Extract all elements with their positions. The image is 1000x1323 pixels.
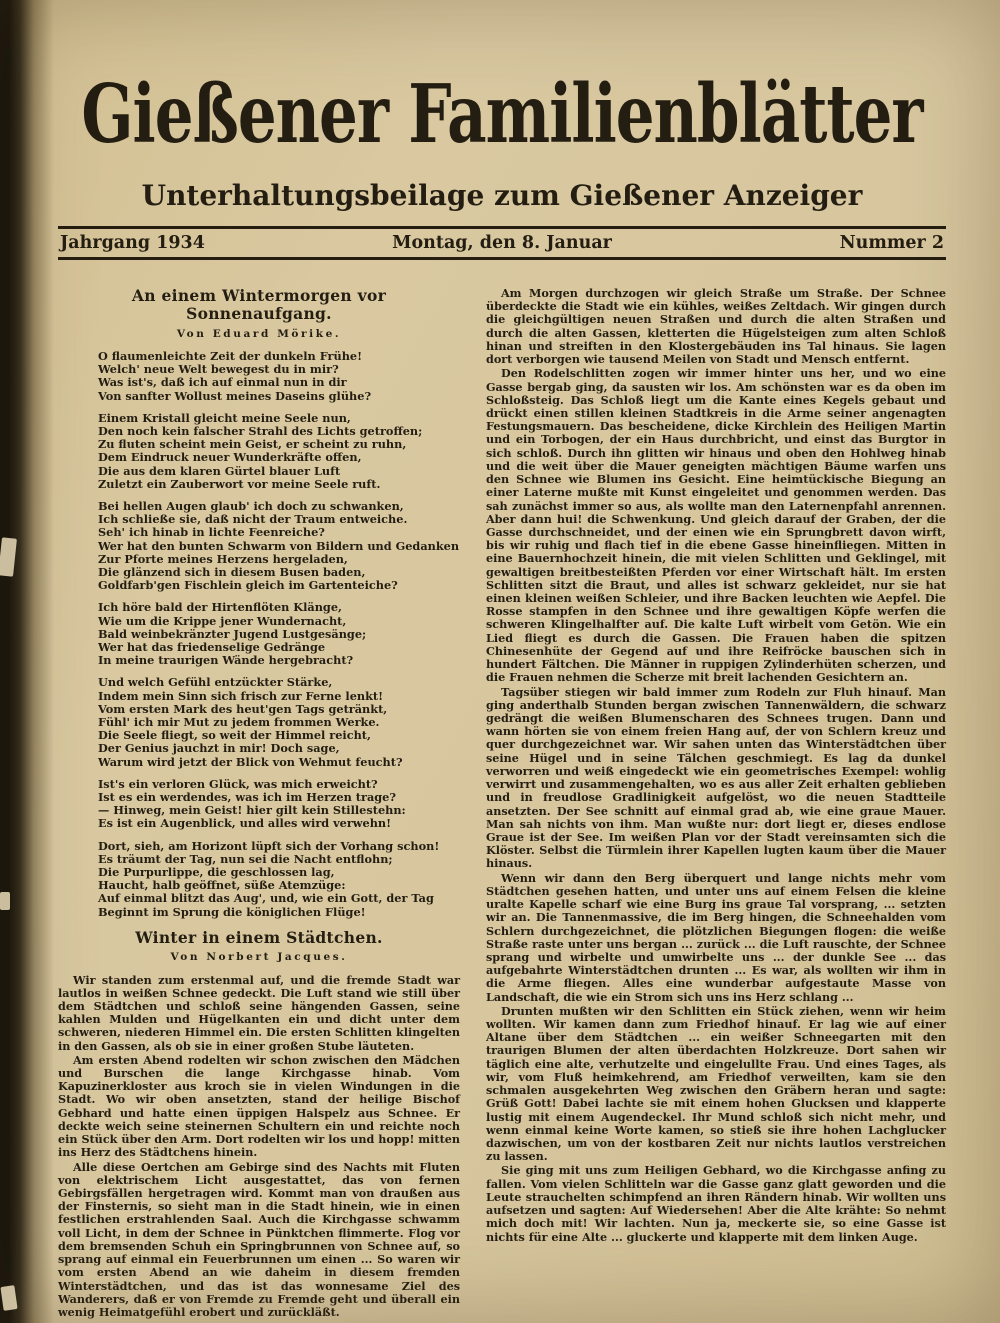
divider-rule-bottom: [58, 257, 946, 260]
poem-line: Bald weinbekränzter Jugend Lustgesänge;: [98, 626, 367, 641]
volume-label: Jahrgang 1934: [60, 233, 205, 253]
story-section: [58, 929, 460, 1319]
poem-line: Dort, sieh, am Horizont lüpft sich der Vorhang schon!: [98, 838, 440, 853]
book-binding-shadow: [0, 0, 54, 1323]
poem-stanza: [98, 778, 460, 831]
poem-line: Zuletzt ein Zauberwort vor meine Seele ruft.: [98, 476, 381, 491]
poem-stanza: [98, 676, 460, 768]
right-column: [486, 287, 946, 1320]
poem-line: Die Seele fliegt, so weit der Himmel reicht,: [98, 728, 371, 743]
story-body-right: [486, 287, 946, 1244]
poem-line: O flaumenleichte Zeit der dunkeln Frühe!: [98, 348, 363, 363]
poem-line: Die Purpurlippe, die geschlossen lag,: [98, 865, 335, 880]
date-label: Montag, den 8. Januar: [392, 233, 612, 253]
poem-line: Es träumt der Tag, nun sei die Nacht entflohn;: [98, 851, 393, 866]
poem-byline: Von Eduard Mörike.: [176, 327, 342, 340]
poem-line: Und welch Gefühl entzückter Stärke,: [98, 675, 333, 690]
poem-line: Welch' neue Welt bewegest du in mir?: [98, 362, 339, 377]
poem-line: Ich höre bald der Hirtenflöten Klänge,: [98, 600, 342, 615]
poem-line: In meine traurigen Wände hergebracht?: [98, 653, 354, 668]
newspaper-title: Gießener Familienblätter: [81, 67, 923, 162]
masthead: [58, 0, 946, 212]
paragraph: Sie ging mit uns zum Heiligen Gebhard, wo die Kirchgasse anfing zu fallen. Vom vielen Schlitteln war die Gasse ganz glatt geworden und die Leute strauchelten schimpfend an ihren Rändern hinab. Wir wollten uns aufsetzen und sagten: Auf Wiedersehen! Aber die Alte krähte: So nehmt mich doch mit! Wir lachten. Nun ja, meckerte sie, so eine Gasse ist nichts für eine Alte ... gluckerte und klapperte mit dem linken Auge.: [486, 1163, 946, 1244]
poem-line: Seh' ich hinab in lichte Feenreiche?: [98, 525, 325, 540]
poem-stanza: [98, 840, 460, 919]
poem-line: Wer hat das friedenselige Gedränge: [98, 640, 326, 654]
poem-line: Warum wird jetzt der Blick von Wehmut feucht?: [98, 754, 403, 769]
dateline: [58, 229, 946, 257]
poem-line: Ist es ein werdendes, was ich im Herzen trage?: [98, 790, 396, 805]
poem-line: Der Genius jauchzt in mir! Doch sage,: [98, 741, 340, 756]
poem-line: Wer hat den bunten Schwarm von Bildern und Gedanken: [98, 538, 460, 553]
paragraph: Den Rodelschlitten zogen wir immer hinter uns her, und wo eine Gasse bergab ging, da sausten wir los. Am schönsten war es da oben im Schloßsteig. Das Schloß liegt um die Kante eines Kegels gebaut und drückt einen stillen kleinen Stadtkreis in die Arme seiner angenagten Festungsmauern. Das bescheidene, dicke Kirchlein des Heiligen Martin und ein Torbogen, der ein Haus durchbricht, und einst das Burgtor in sich schloß. Durch ihn glitten wir hinaus und oben den Hohlweg hinab und die weit über die Mauer geneigten mächtigen Bäume warfen uns den Schnee wie Blumen ins Gesicht. Eine heimtückische Biegung an einer Laterne mußte mit Kunst eingeleitet und genommen werden. Das sah zunächst immer so aus, als wollte man den Laternenpfahl anrennen. Aber dann hui! die Schwenkung. Und gleich darauf der Graben, der die Gasse durchschneidet, und der einen wie ein Sprungbrett davon wirft, bis wir ruhig und flach tief in die ebene Gasse hineinfliegen. Mitten in eine Bauernhochzeit hinein, die mit vielen Schlitten und Geklingel, mit gewaltigen breitbesteißten Pferden vor einer Wirtschaft hält. Im ersten Schlitten sitzt die Braut, und alles ist schwarz gekleidet, nur sie hat einen kleinen weißen Schleier, und ihre Backen leuchten wie Aepfel. Die Rosse stampfen in den Schnee und ihre gewaltigen Köpfe werfen die schweren Klingelhalfter auf. Die kalte Luft wirbelt vom Getön. Wie ein Lied fliegt es durch die Gassen. Die Frauen haben die spitzen Chinesenhüte der Gegend auf und ihre Reifröcke bauschen sich in hundert Fältchen. Die Männer in ruppigen Zylinderhüten scherzen, und die Frauen nehmen die Scherze mit breit lachenden Gesichtern an.: [486, 366, 946, 685]
page-content: [58, 0, 946, 1320]
poem-line: Einem Kristall gleicht meine Seele nun,: [98, 410, 351, 425]
poem-line: Es ist ein Augenblick, und alles wird verwehn!: [98, 816, 392, 831]
paragraph: Am Morgen durchzogen wir gleich Straße um Straße. Der Schnee überdeckte die Stadt wie ein kühles, weißes Zeltdach. Wir gingen durch die gleichgültigen neuen Straßen und durch die alten Straßen und durch die alten Gassen, kletterten die Hügelsteigen zum alten Schloß hinan und streiften in den Klostergebäuden ins Tal hinaus. Sie lagen dort verborgen wie tausend Meilen von Stadt und Mensch entfernt.: [486, 286, 946, 367]
poem-line: Haucht, halb geöffnet, süße Atemzüge:: [98, 878, 346, 893]
poem-line: — Hinweg, mein Geist! hier gilt kein Stillestehn:: [98, 803, 406, 818]
newspaper-subtitle: Unterhaltungsbeilage zum Gießener Anzeiger: [141, 179, 863, 212]
poem-line: Die aus dem klaren Gürtel blauer Luft: [98, 463, 341, 478]
story-byline: Von Norbert Jacques.: [170, 951, 348, 964]
left-column: [58, 287, 460, 1320]
story-title: Winter in einem Städtchen.: [135, 927, 383, 947]
text-columns: [58, 287, 946, 1320]
poem-stanza: [98, 500, 460, 592]
paragraph: Am ersten Abend rodelten wir schon zwischen den Mädchen und Burschen die lange Kirchgasse hinab. Vom Kapuzinerkloster aus kroch sie in vielen Windungen in die Stadt. Wo wir oben ansetzten, stand der heilige Bischof Gebhard und hatte einen üppigen Halspelz aus Schnee. Er deckte weich seine steinernen Schultern ein und reichte noch ein Stück über den Arm. Dort rodelten wir los und hopp! mitten ins Herz des Städtchens hinein.: [58, 1052, 460, 1160]
poem-line: Zur Pforte meines Herzens hergeladen,: [98, 551, 348, 566]
poem-line: Vom ersten Mark des heut'gen Tags getränkt,: [98, 701, 388, 716]
story-body-left: [58, 974, 460, 1320]
poem-stanza: [98, 412, 460, 491]
poem-line: Beginnt im Sprung die königlichen Flüge!: [98, 904, 366, 919]
paragraph: Wir standen zum erstenmal auf, und die fremde Stadt war lautlos in weißen Schnee gedeckt. Die Luft stand wie still über dem Städtchen und schloß seine hängenden Gassen, seine kahlen Mulden und Hügelkanten ein und dicht unter dem schweren, niederen Himmel ein. Die ersten Schlitten klingelten in den Gassen, als ob sie in einer großen Stube läuteten.: [58, 972, 460, 1053]
poem-stanza: [98, 601, 460, 667]
poem-line: Ist's ein verloren Glück, was mich erweicht?: [98, 776, 378, 791]
poem-stanza: [98, 350, 460, 403]
poem-title: An einem Wintermorgen vor Sonnenaufgang.: [131, 286, 387, 324]
poem-line: Wie um die Krippe jener Wundernacht,: [98, 613, 347, 628]
poem-line: Goldfarb'gen Fischlein gleich im Gartenteiche?: [98, 578, 398, 593]
poem-line: Ich schließe sie, daß nicht der Traum entweiche.: [98, 512, 408, 527]
poem-line: Zu fluten scheint mein Geist, er scheint zu ruhn,: [98, 437, 407, 452]
poem-line: Fühl' ich mir Mut zu jedem frommen Werke.: [98, 715, 380, 730]
paragraph: Wenn wir dann den Berg überquert und lange nichts mehr vom Städtchen gesehen hatten, und unter uns auf einem Felsen die kleine uralte Kapelle scharf wie eine Burg ins graue Tal vorsprang, ... setzten wir an. Die Tannenmassive, die im Berg hingen, die Schneehalden vom Schlern durchgezeichnet, die plötzlichen Biegungen flogen: die weiße Straße raste unter uns bergan ... zurück ... die Luft rauschte, der Schnee sprang und wirbelte und umwirbelte uns ... der dunkle See ... das aufgebahrte Winterstädtchen drunten ... Es war, als wollten wir ihm in die Arme fliegen. Alles eine wunderbar aufgestaute Masse von Landschaft, die wie ein Strom sich uns ins Herz schlang ...: [486, 870, 946, 1004]
issue-number-label: Nummer 2: [839, 233, 945, 253]
paragraph: Drunten mußten wir den Schlitten ein Stück ziehen, wenn wir heim wollten. Wir kamen dann zum Friedhof hinauf. Er lag wie auf einer Altane über dem Städtchen ... ein weißer Schneegarten mit den traurigen Blumen der alten überdachten Holzkreuze. Dort sahen wir täglich eine alte, verhutzelte und eingelullte Frau. Und eines Tages, als wir, vom Fluß heimkehrend, am Friedhof verweilten, kam sie den schmalen ausgekehrten Weg zwischen den Gräbern heran und sagte: Grüß Gott! Dabei lachte sie mit einem hohen Glucksen und klapperte lustig mit einem Augendeckel. Ihr Mund schloß sich nicht mehr, und wenn einmal keine Worte kamen, so stieß sie ihre hohen Lachglucker dazwischen, um von der kostbaren Zeit nur nichts lautlos verstreichen zu lassen.: [486, 1003, 946, 1164]
poem-line: Von sanfter Wollust meines Daseins glühe?: [98, 388, 372, 403]
poem-line: Bei hellen Augen glaub' ich doch zu schwanken,: [98, 498, 404, 513]
poem-line: Den noch kein falscher Strahl des Lichts getroffen;: [98, 423, 423, 438]
paragraph: Alle diese Oertchen am Gebirge sind des Nachts mit Fluten von elektrischem Licht ausgestattet, das von fernen Gebirgsfällen hergetragen wird. Kommt man von draußen aus der Finsternis, so sieht man in die Stadt hinein, wie in einen festlichen erstrahlenden Saal. Auch die Kirchgasse schwamm voll Licht, in dem der Schnee in Pünktchen flimmerte. Flog vor dem bremsenden Schuh ein Springbrunnen von Schnee auf, so sprang auf einmal ein Feuerbrunnen um einen ... So waren wir vom ersten Abend an wie daheim in diesem fremden Winterstädtchen, und das ist das wonnesame Ziel des Wanderers, daß er von Fremde zu Fremde geht und überall ein wenig Heimatgefühl erobert und zurückläßt.: [58, 1159, 460, 1319]
poem-line: Was ist's, daß ich auf einmal nun in dir: [98, 375, 347, 390]
poem-line: Indem mein Sinn sich frisch zur Ferne lenkt!: [98, 688, 384, 703]
paragraph: Tagsüber stiegen wir bald immer zum Rodeln zur Fluh hinauf. Man ging anderthalb Stunden bergan zwischen Tannenwäldern, die schwarz gedrängt die weißen Blumenscharen des Schnees trugen. Dann und wann hörten sie von einem freien Hang auf, der von Schlern kreuz und quer durchgezeichnet war. Wir sahen unten das Winterstädtchen über seine Hügel und in seine Tälchen geschmiegt. Es lag da dunkel verworren und weiß eingedeckt wie ein geometrisches Exempel: wohlig verwirrt und zusammengehalten, wo es aus aller Zeit erhalten geblieben und in freudlose Gradlinigkeit aufgelöst, wo die neuen Stadtteile ansetzten. Der See schnitt auf einmal grad ab, wie eine graue Mauer. Man sah nichts von ihm. Man wußte nur: dort liegt er, dieses endlose Graue ist der See. Im weißen Plan vor der Stadt vereinsamten sich die Klöster. Selbst die Türmlein ihrer Kapellen lugten kaum über die Mauer hinaus.: [486, 684, 946, 871]
poem-line: Die glänzend sich in diesem Busen baden,: [98, 564, 366, 579]
poem-body: [58, 350, 460, 919]
paper-damage-mark: [0, 892, 10, 910]
poem-line: Auf einmal blitzt das Aug', und, wie ein Gott, der Tag: [98, 891, 434, 906]
poem-line: Dem Eindruck neuer Wunderkräfte offen,: [98, 450, 362, 465]
